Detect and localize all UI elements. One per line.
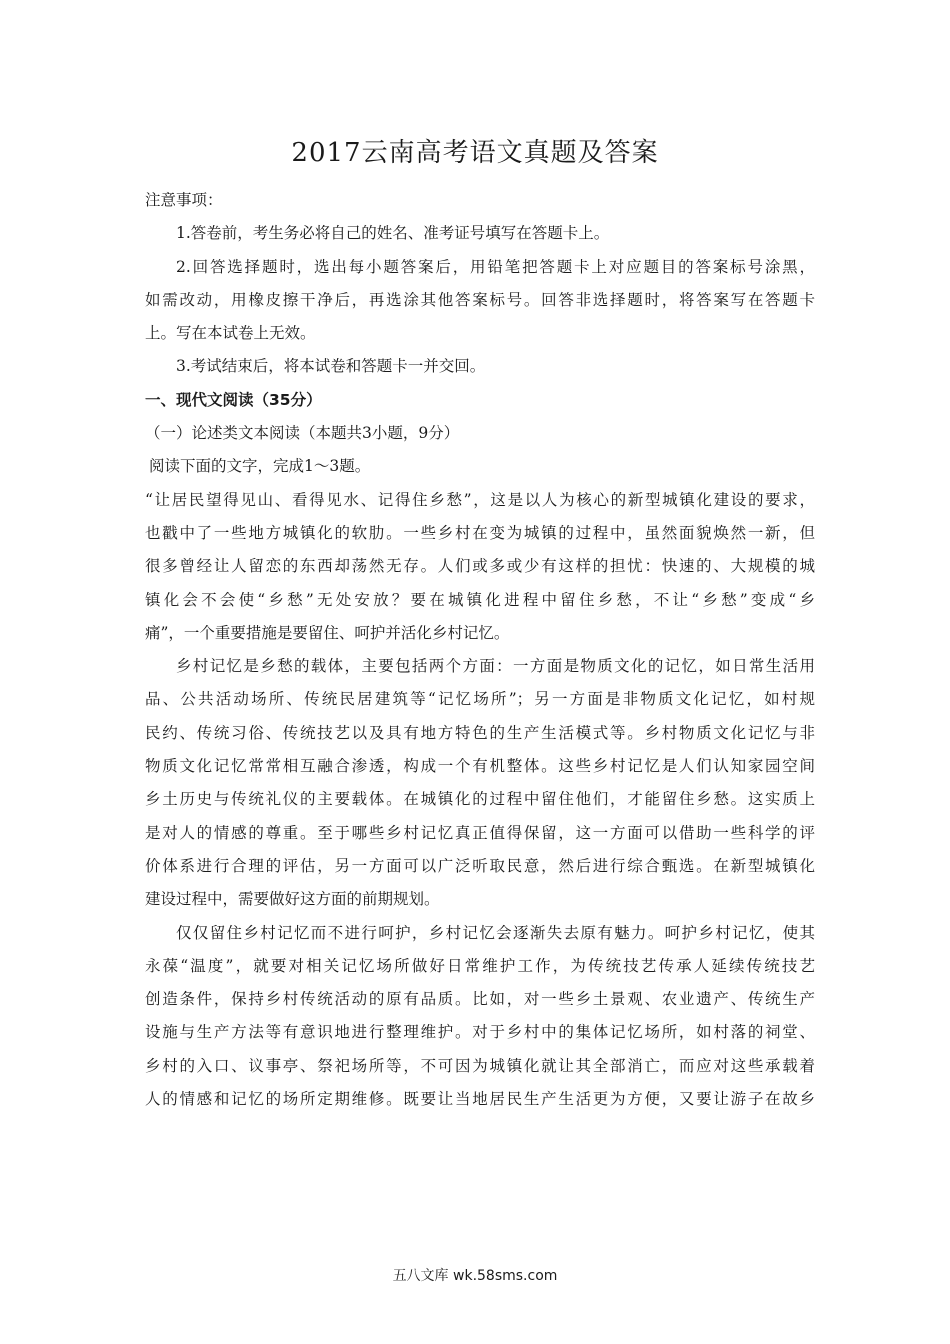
notes-heading: 注意事项： [145,191,223,209]
passage-p3-line: 创造条件，保持乡村传统活动的原有品质。比如，对一些乡土景观、农业遗产、传统生产 [145,990,815,1009]
passage-p1-line: 很多曾经让人留恋的东西却荡然无存。人们或多或少有这样的担忧：快速的、大规模的城 [145,557,815,576]
passage-p3-line: 永葆“温度”，就要对相关记忆场所做好日常维护工作，为传统技艺传承人延续传统技艺 [145,956,815,975]
passage-p2-line: 乡村记忆是乡愁的载体，主要包括两个方面：一方面是物质文化的记忆，如日常生活用 [176,657,815,676]
passage-p1-line: “让居民望得见山、看得见水、记得住乡愁”，这是以人为核心的新型城镇化建设的要求， [145,490,815,509]
sub-section-heading: （一）论述类文本阅读（本题共3小题，9分） [145,424,460,443]
notes-item-2-line-3: 上。写在本试卷上无效。 [145,324,316,343]
passage-p1-line: 镇化会不会使“乡愁”无处安放？要在城镇化进程中留住乡愁，不让“乡愁”变成“乡 [145,590,815,609]
passage-p2-line: 物质文化记忆常常相互融合渗透，构成一个有机整体。这些乡村记忆是人们认知家园空间 [145,757,815,776]
reading-instruction: 阅读下面的文字，完成1～3题。 [149,457,371,476]
passage-p3-line: 仅仅留住乡村记忆而不进行呵护，乡村记忆会逐渐失去原有魅力。呵护乡村记忆，使其 [176,923,815,942]
passage-p2-line: 乡土历史与传统礼仪的主要载体。在城镇化的过程中留住他们，才能留住乡愁。这实质上 [145,790,815,809]
notes-item-1: 1.答卷前，考生务必将自己的姓名、准考证号填写在答题卡上。 [176,224,610,243]
page-title: 2017云南高考语文真题及答案 [291,138,659,168]
passage-p1-line: 痛”，一个重要措施是要留住、呵护并活化乡村记忆。 [145,623,510,642]
section-heading: 一、现代文阅读（35分） [145,390,322,409]
passage-p3-line: 乡村的入口、议事亭、祭祀场所等，不可因为城镇化就让其全部消亡，而应对这些承载着 [145,1056,815,1075]
passage-p2-line: 是对人的情感的尊重。至于哪些乡村记忆真正值得保留，这一方面可以借助一些科学的评 [145,823,815,842]
notes-item-3: 3.考试结束后，将本试卷和答题卡一并交回。 [176,357,486,376]
page-footer-watermark: 五八文库 wk.58sms.com [392,1268,558,1284]
passage-p2-line: 价体系进行合理的评估，另一方面可以广泛听取民意，然后进行综合甄选。在新型城镇化 [145,856,815,875]
passage-p2-line: 民约、传统习俗、传统技艺以及具有地方特色的生产生活模式等。乡村物质文化记忆与非 [145,723,815,742]
passage-p3-line: 设施与生产方法等有意识地进行整理维护。对于乡村中的集体记忆场所，如村落的祠堂、 [145,1023,815,1042]
notes-item-2-line-2: 如需改动，用橡皮擦干净后，再选涂其他答案标号。回答非选择题时，将答案写在答题卡 [145,290,815,309]
passage-p1-line: 也戳中了一些地方城镇化的软肋。一些乡村在变为城镇的过程中，虽然面貌焕然一新，但 [145,523,815,542]
passage-p2-line: 建设过程中，需要做好这方面的前期规划。 [145,890,440,909]
passage-p2-line: 品、公共活动场所、传统民居建筑等“记忆场所”；另一方面是非物质文化记忆，如村规 [145,690,815,709]
notes-item-2-line-1: 2.回答选择题时，选出每小题答案后，用铅笔把答题卡上对应题目的答案标号涂黑， [176,257,815,276]
document-body [145,184,815,1116]
passage-p3-line: 人的情感和记忆的场所定期维修。既要让当地居民生产生活更为方便，又要让游子在故乡 [145,1090,815,1109]
